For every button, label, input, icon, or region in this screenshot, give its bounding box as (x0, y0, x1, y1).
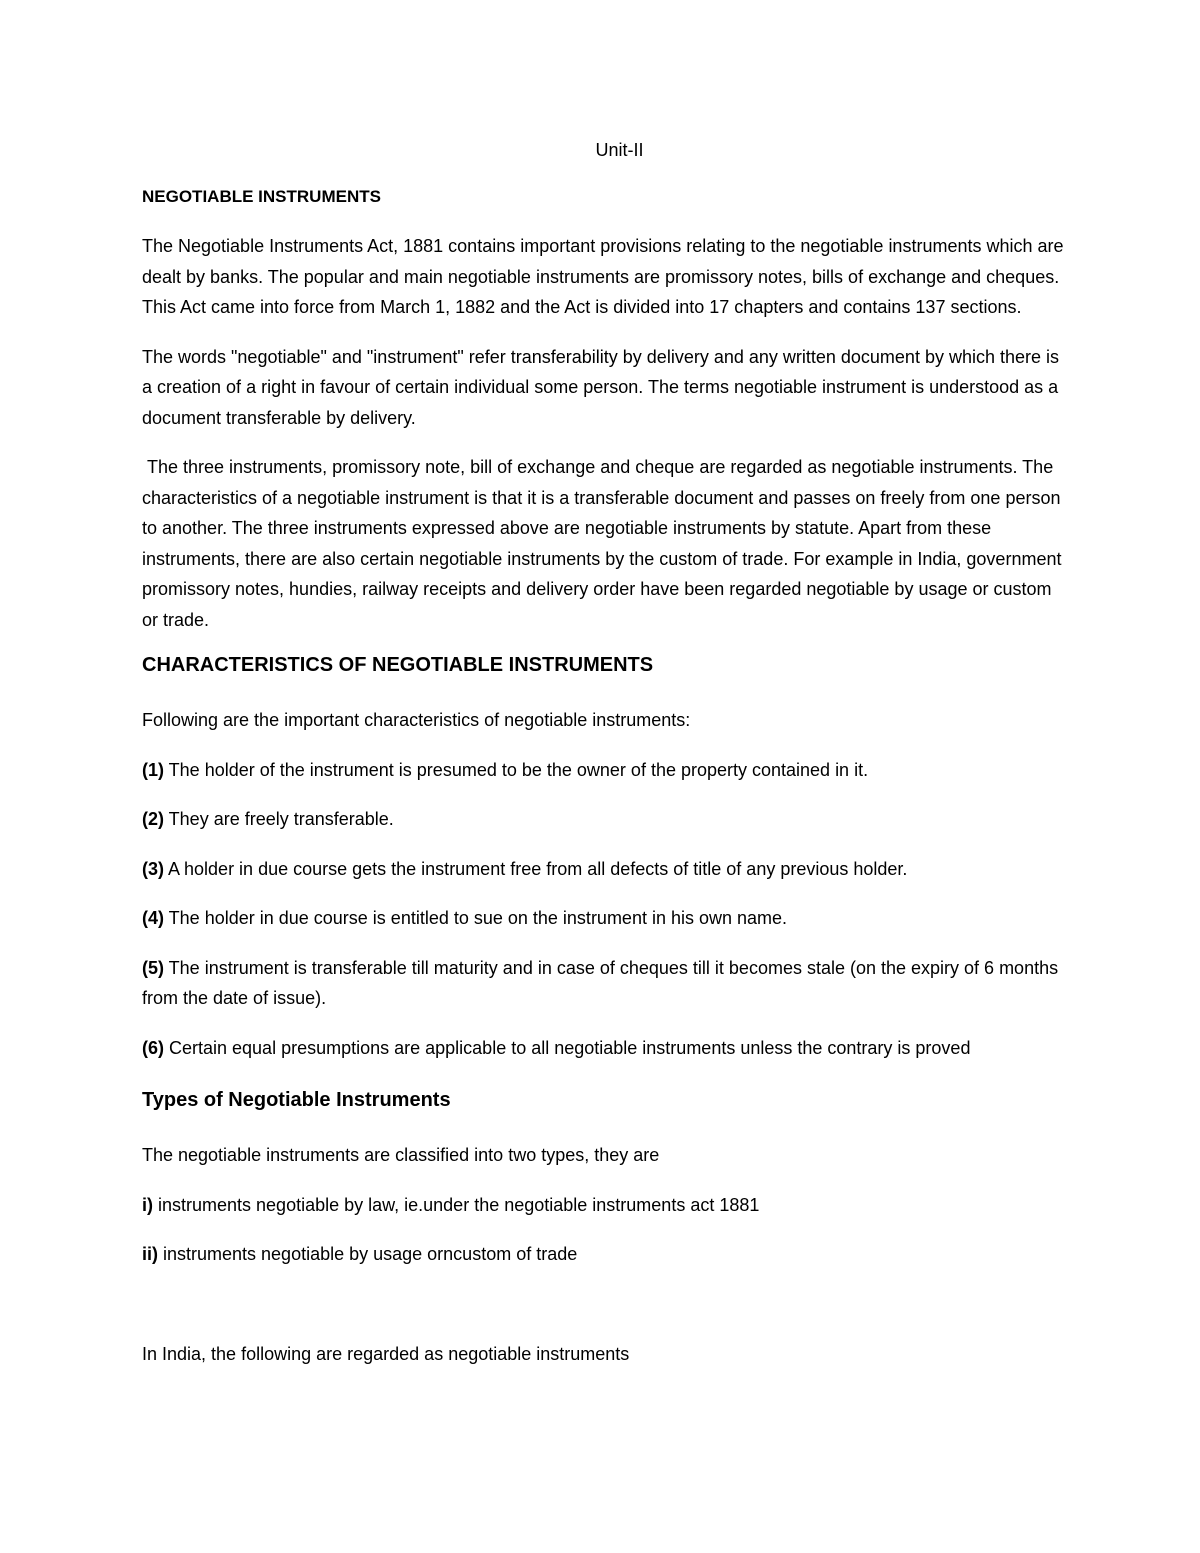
item-text: Certain equal presumptions are applicable to all negotiable instruments unless the contrary is proved (164, 1037, 971, 1058)
item-number: ii) (142, 1244, 158, 1264)
characteristic-item (142, 804, 1067, 835)
item-number: (2) (142, 809, 164, 829)
document-page (142, 140, 1067, 1388)
item-number: (6) (142, 1037, 164, 1058)
item-number: i) (142, 1194, 153, 1215)
item-number: (5) (142, 957, 164, 978)
type-item (142, 1190, 1067, 1221)
item-text: instruments negotiable by law, ie.under the negotiable instruments act 1881 (153, 1194, 760, 1215)
item-number: (4) (142, 908, 164, 928)
paragraph-definition: The words "negotiable" and "instrument" refer transferability by delivery and any written document by which there is a creation of a right in favour of certain individual some person. The terms negotiable instrument is understood as a document transferable by delivery. (142, 346, 1060, 428)
paragraph-three-instruments: The three instruments, promissory note, bill of exchange and cheque are regarded as negotiable instruments. The characteristics of a negotiable instrument is that it is a transferable document and passes on freely from one person to another. The three instruments expressed above are negotiable instruments by statute. Apart from these instruments, there are also certain negotiable instruments by the custom of trade. For example in India, government promissory notes, hundies, railway receipts and delivery order have been regarded negotiable by usage or custom or trade. (142, 457, 1067, 630)
heading-characteristics: CHARACTERISTICS OF NEGOTIABLE INSTRUMENTS (142, 654, 654, 676)
type-item (142, 1239, 1067, 1270)
characteristic-item (142, 854, 1067, 885)
heading-negotiable-instruments: NEGOTIABLE INSTRUMENTS (142, 187, 381, 206)
closing-line: In India, the following are regarded as negotiable instruments (142, 1343, 630, 1364)
item-number: (3) (142, 858, 164, 879)
item-text: The instrument is transferable till maturity and in case of cheques till it becomes stale (on the expiry of 6 months from the date of issue). (142, 957, 1059, 1008)
item-text: The holder of the instrument is presumed to be the owner of the property contained in it. (164, 759, 869, 780)
paragraph-act-overview: The Negotiable Instruments Act, 1881 contains important provisions relating to the negotiable instruments which are dealt by banks. The popular and main negotiable instruments are promissory notes, bills of exchange and cheques. This Act came into force from March 1, 1882 and the Act is divided into 17 chapters and contains 137 sections. (142, 236, 1064, 317)
characteristic-item (142, 1033, 1067, 1064)
characteristics-intro: Following are the important characteristics of negotiable instruments: (142, 710, 691, 730)
item-text: instruments negotiable by usage orncustom of trade (158, 1244, 578, 1264)
item-number: (1) (142, 759, 164, 780)
item-text: The holder in due course is entitled to sue on the instrument in his own name. (164, 908, 788, 928)
blank-spacer (142, 1289, 1067, 1339)
characteristic-item (142, 755, 1067, 786)
characteristic-item (142, 903, 1067, 934)
item-text: They are freely transferable. (164, 809, 394, 829)
heading-types: Types of Negotiable Instruments (142, 1089, 451, 1111)
unit-title: Unit-II (595, 140, 644, 160)
item-text: A holder in due course gets the instrument free from all defects of title of any previous holder. (164, 858, 908, 879)
types-intro: The negotiable instruments are classified into two types, they are (142, 1145, 660, 1165)
characteristic-item (142, 953, 1067, 1014)
